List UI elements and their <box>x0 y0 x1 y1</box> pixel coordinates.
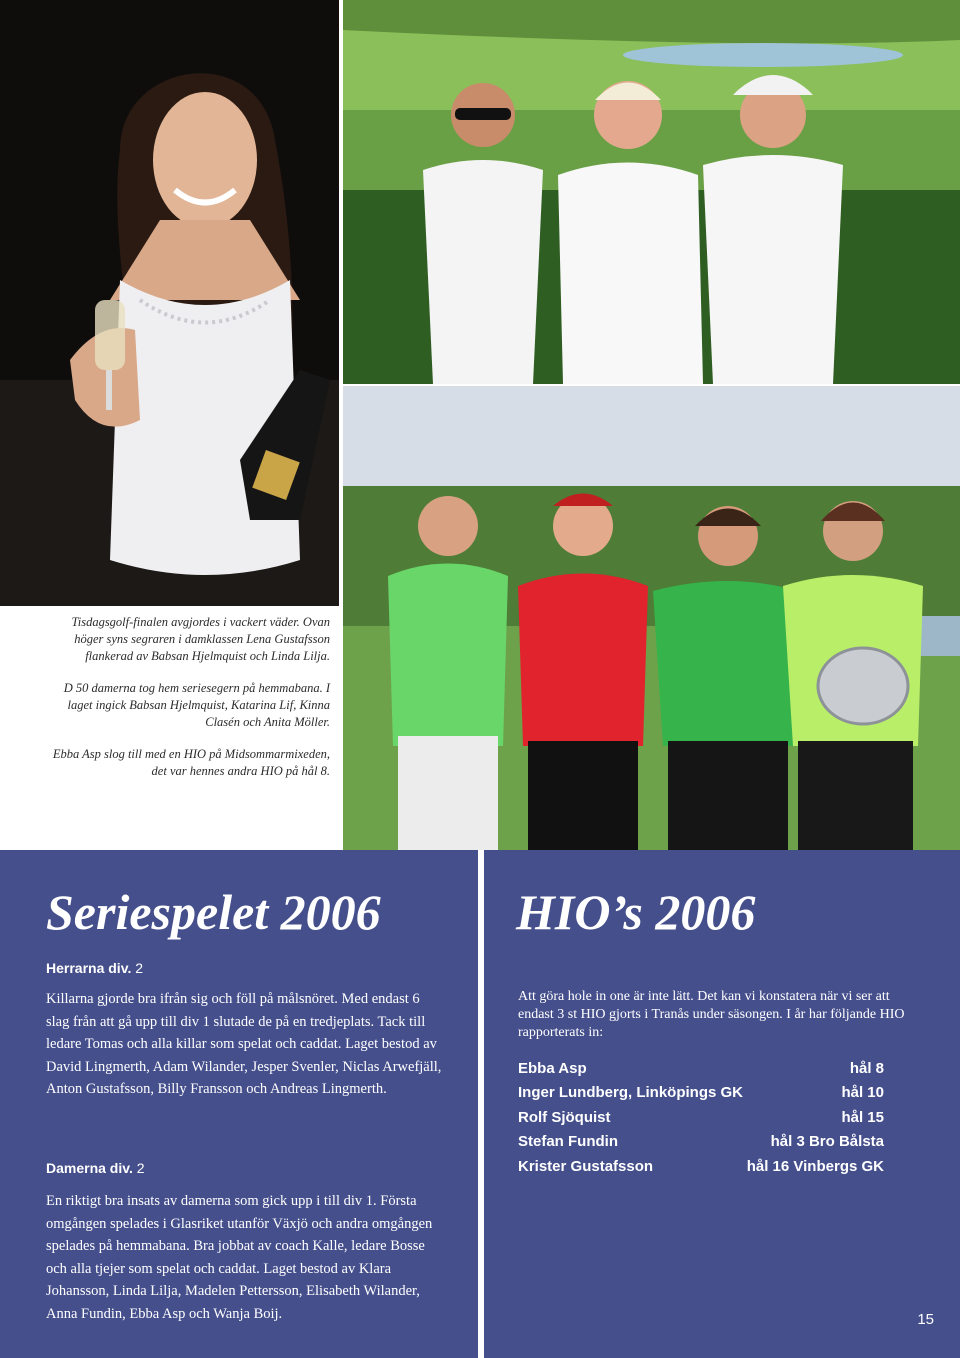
caption-ebba-asp: Ebba Asp slog till med en HIO på Midsommarmixeden, det var hennes andra HIO på hål 8. <box>52 747 330 778</box>
hio-intro-text: Att göra hole in one är inte lätt. Det kan vi konstatera när vi ser att endast 3 st HIO gjorts i Tranås under säsongen. I år har följande HIO rapporterats in: <box>518 989 905 1040</box>
hio-name: Inger Lundberg, Linköpings GK <box>518 1084 743 1102</box>
hio-row <box>518 1130 884 1155</box>
hio-name: Rolf Sjöquist <box>518 1108 611 1126</box>
caption-tisdagsgolf: Tisdagsgolf-finalen avgjordes i vackert väder. Ovan höger syns segraren i damklassen Lena Gustafsson flankerad av Babsan Hjelmquist och Linda Lilja. <box>71 615 330 663</box>
hio-row <box>518 1105 884 1130</box>
men-division-number: 2 <box>135 960 144 976</box>
hio-list <box>518 1056 884 1179</box>
women-division-text: En riktigt bra insats av damerna som gick upp i till div 1. Första omgången spelades i Glasriket utanför Växjö och andra omgången spelades på hemmabana. Bra jobbat av coach Kalle, ledare Bosse och alla tjejer som spelat och caddat. Laget bestod av Klara Johansson, Linda Lilja, Madelen Pettersson, Elisabeth Wilander, Anna Fundin, Ebba Asp och Wanja Boij. <box>46 1193 433 1322</box>
hio-hole: hål 15 <box>841 1108 884 1126</box>
three-golfers-photo <box>343 0 960 384</box>
hio-name: Ebba Asp <box>518 1059 587 1077</box>
hio-hole: hål 16 Vinbergs GK <box>746 1157 884 1175</box>
hio-hole: hål 3 Bro Bålsta <box>770 1133 884 1151</box>
hio-name: Stefan Fundin <box>518 1133 618 1151</box>
women-division-label: Damerna div. <box>46 1160 133 1176</box>
hio-hole: hål 10 <box>841 1084 884 1102</box>
men-division-heading <box>46 960 143 976</box>
hio-row <box>518 1154 884 1179</box>
hio-panel <box>484 850 960 1358</box>
hio-row <box>518 1081 884 1106</box>
hio-hole: hål 8 <box>849 1059 884 1077</box>
page-number: 15 <box>917 1311 934 1328</box>
seriespelet-title: Seriespelet 2006 <box>46 884 381 940</box>
four-golfers-with-trophies-photo <box>343 386 960 850</box>
women-division-number: 2 <box>136 1160 145 1176</box>
men-division-label: Herrarna div. <box>46 960 132 976</box>
woman-with-champagne-photo <box>0 0 339 606</box>
hio-title: HIO’s 2006 <box>516 884 756 940</box>
hio-name: Krister Gustafsson <box>518 1157 654 1175</box>
men-division-text: Killarna gjorde bra ifrån sig och föll på målsnöret. Med endast 6 slag från att gå upp till div 1 slutade de på en tredjeplats. Tack till ledare Tomas och alla killar som spelat och caddat. Laget bestod av David Lingmerth, Adam Wilander, Jesper Svenler, Niclas Arwefjäll, Anton Gustafsson, Billy Fransson och Andreas Lingmerth. <box>46 991 442 1098</box>
caption-d50: D 50 damerna tog hem seriesegern på hemmabana. I laget ingick Babsan Hjelmquist, Katarina Lif, Kinna Clasén och Anita Möller. <box>63 681 330 729</box>
photo-captions <box>40 614 330 795</box>
hio-row <box>518 1056 884 1081</box>
seriespelet-panel <box>0 850 478 1358</box>
women-division-heading <box>46 1160 145 1176</box>
